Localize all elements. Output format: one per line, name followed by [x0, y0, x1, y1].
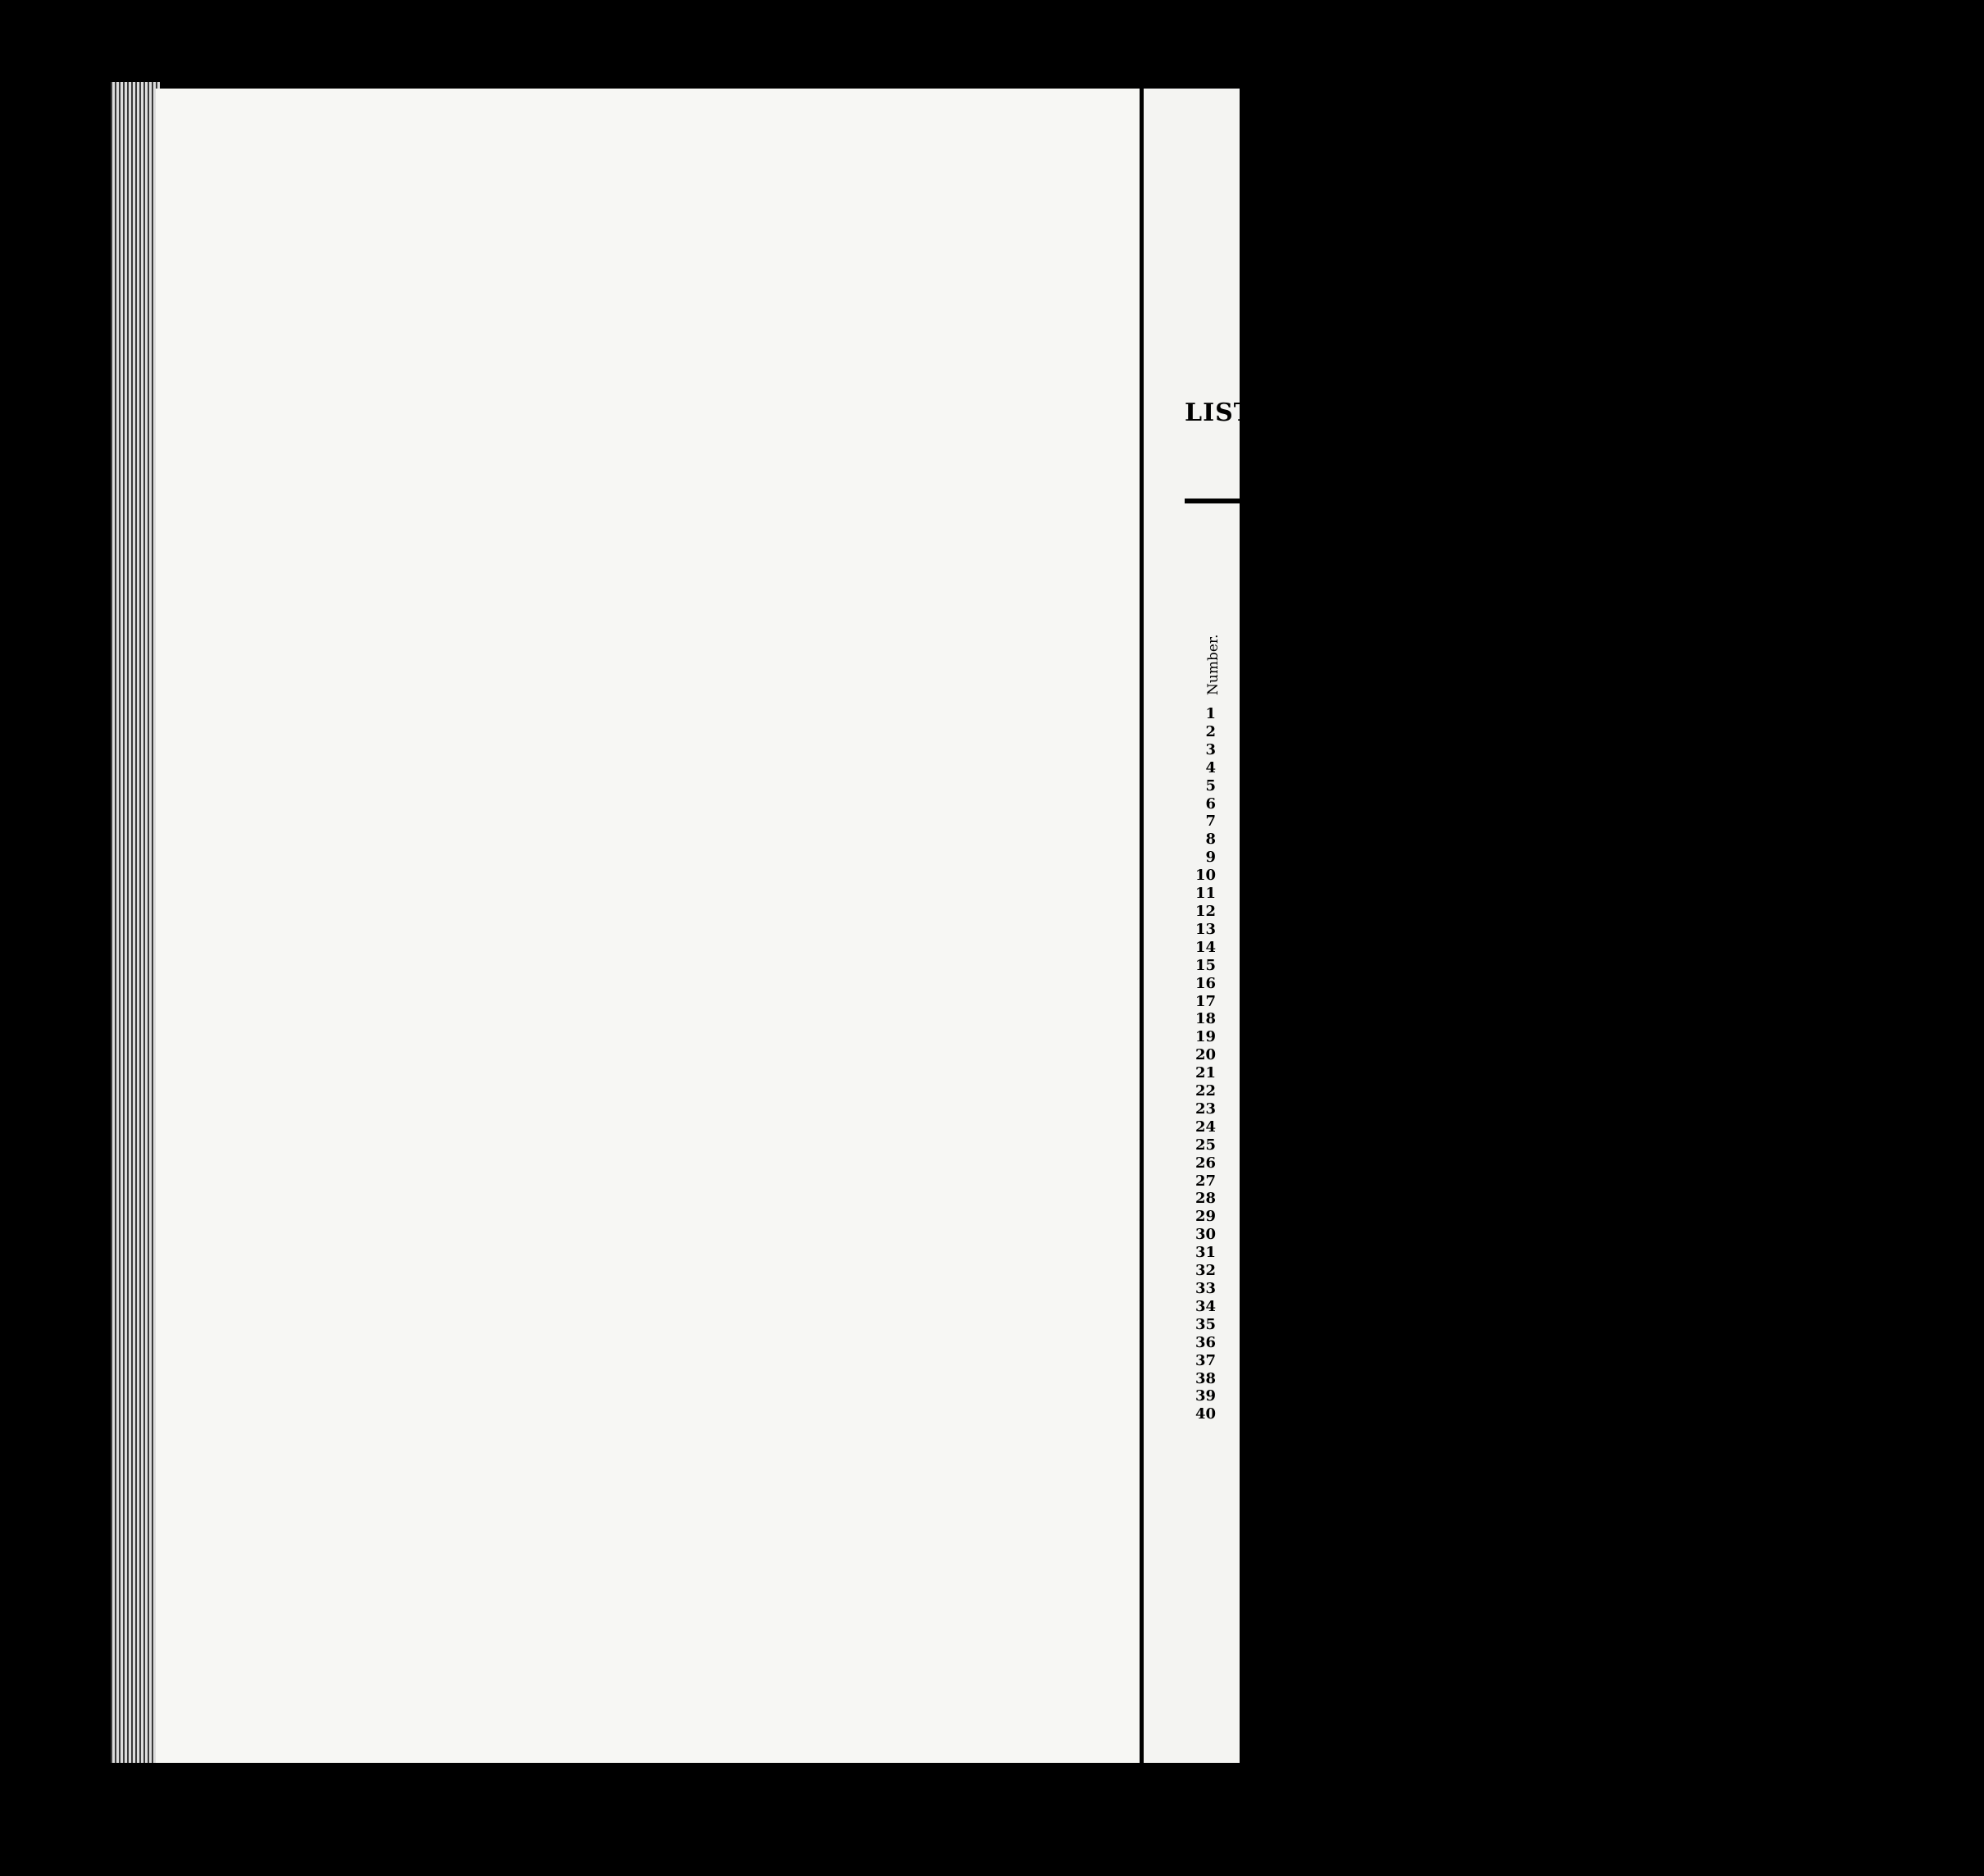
row-moorages: 5 — [1553, 892, 1567, 941]
row-downwards: 5 — [1594, 941, 1608, 990]
row-upwards: 5 — [1648, 990, 1662, 1040]
signature — [1894, 513, 1921, 958]
right-page-number: 34 — [1194, 1297, 1216, 1315]
row-residence: Notre Dame, Lévis — [1566, 1040, 1580, 1310]
row-number: 174 — [1512, 1605, 1526, 1663]
row-moorages: 2 — [1770, 892, 1784, 941]
row-downwards: 5 — [1716, 941, 1730, 990]
row-remarks — [1675, 384, 1689, 892]
row-residence: Trois-Pistoles — [1648, 1040, 1662, 1310]
right-page-number: 6 — [1205, 795, 1216, 813]
row-age: 28 — [1729, 1310, 1743, 1359]
row-number: 172 — [1485, 1605, 1499, 1663]
table-row — [1662, 384, 1676, 1663]
row-downwards: 6 — [1621, 941, 1635, 990]
row-name: Louis alias Treflé Delisle — [1648, 1359, 1662, 1605]
row-number: 186 — [1675, 1605, 1689, 1663]
row-residence: St. John, Isle of Orleans — [1471, 1040, 1485, 1310]
table-row — [1689, 384, 1703, 1663]
row-name: Jos. Eugène Lachance — [1580, 1359, 1594, 1605]
row-number: 191 — [1743, 1605, 1757, 1663]
row-name: Alexis Vésina — [1729, 1359, 1743, 1605]
right-page-number: 1 — [1205, 705, 1216, 722]
right-page-number: 2 — [1205, 722, 1216, 740]
right-page-number: 15 — [1194, 956, 1216, 974]
row-name: Jos. Frs. Xavier Bernier — [1539, 1359, 1553, 1605]
row-moorages: 5 — [1607, 892, 1621, 941]
row-upwards: 5 — [1485, 990, 1499, 1040]
row-remarks — [1471, 384, 1485, 892]
row-residence: Ste. Luce — [1716, 1040, 1730, 1310]
row-age: 27 — [1662, 1310, 1676, 1359]
row-residence: St. John, Isle of Orleans — [1689, 1040, 1703, 1310]
row-moorages: 6 — [1621, 892, 1635, 941]
page-edge — [111, 82, 160, 1763]
row-downwards: 5 — [1662, 941, 1676, 990]
row-number: 176 — [1539, 1605, 1553, 1663]
right-page-number: 27 — [1194, 1172, 1216, 1190]
right-page-number: 14 — [1194, 938, 1216, 956]
row-name: David F. Pelletier — [1526, 1359, 1540, 1605]
row-number: 188 — [1702, 1605, 1716, 1663]
row-age: 24 — [1580, 1310, 1594, 1359]
title-rest: showing the Number of Pilots for and below the Harbour of Quebec, &c.— — [1254, 594, 1281, 1464]
col-pilotages: Number of Pilotages effected. — [1313, 892, 1351, 1040]
row-downwards: 5 — [1457, 941, 1471, 990]
row-residence: do do — [1594, 1040, 1608, 1310]
row-downwards: 1 — [1512, 941, 1526, 990]
row-residence: Ste. Pétronille, Isle of Orleans — [1634, 1040, 1648, 1310]
right-page-rule — [1185, 499, 1242, 503]
row-downwards: 1 — [1784, 941, 1799, 990]
row-number: 190 — [1729, 1605, 1743, 1663]
right-page-number: 18 — [1194, 1010, 1216, 1028]
row-downwards: 5 — [1675, 941, 1689, 990]
certified-label: Certified, — [1894, 1307, 1921, 1417]
row-upwards: 5 — [1729, 990, 1743, 1040]
table-row — [1743, 384, 1757, 1663]
row-downwards: 6 — [1539, 941, 1553, 990]
row-moorages: 6 — [1457, 892, 1471, 941]
row-name: Jos. Emilie Couillard — [1457, 1359, 1471, 1605]
row-name: Jos. alias Philéas Langlois — [1689, 1359, 1703, 1605]
right-page-numbers — [1191, 705, 1216, 1423]
right-page-number: 37 — [1194, 1351, 1216, 1369]
row-residence: St. John, Isle of Orleans — [1553, 1040, 1567, 1310]
row-number: 194 — [1784, 1605, 1799, 1663]
row-residence: Quebec — [1621, 1040, 1635, 1310]
row-number: 183 — [1634, 1605, 1648, 1663]
row-remarks — [1594, 384, 1608, 892]
right-page-number: 29 — [1194, 1208, 1216, 1226]
table-row — [1784, 384, 1799, 1663]
row-upwards: 1 — [1512, 990, 1526, 1040]
row-age: 26 — [1553, 1310, 1567, 1359]
right-page-number: 40 — [1194, 1405, 1216, 1423]
table-row — [1485, 384, 1499, 1663]
row-name: Frs.-Xavier Demeule — [1553, 1359, 1567, 1605]
row-moorages: 0 — [1784, 892, 1799, 941]
right-page-number: 7 — [1205, 813, 1216, 831]
row-age: 26 — [1539, 1310, 1553, 1359]
row-remarks: Suspended from last year till the 9th Nov. — [1496, 610, 1513, 889]
row-number: 193 — [1770, 1605, 1784, 1663]
row-upwards: 5 — [1621, 990, 1635, 1040]
row-upwards: 5 — [1580, 990, 1594, 1040]
right-page-number: 38 — [1194, 1369, 1216, 1387]
row-name: Chs. Oct. Clavet — [1770, 1359, 1784, 1605]
row-name: J. E. Bonaventure Lavoie — [1716, 1359, 1730, 1605]
row-remarks — [1442, 384, 1457, 892]
row-downwards: 4 — [1634, 941, 1648, 990]
row-age: 25 — [1757, 1310, 1771, 1359]
row-remarks: Has commanded the Pilot Schooner No. 3 dur- [the whole season. — [1455, 449, 1472, 889]
row-moorages: 5 — [1566, 892, 1580, 941]
row-number: 192 — [1757, 1605, 1771, 1663]
col-moorages: Moorages. — [1351, 892, 1442, 941]
row-downwards: 5 — [1702, 941, 1716, 990]
row-name: Adjutor Baillargeon — [1743, 1359, 1757, 1605]
row-age: 24 — [1594, 1310, 1608, 1359]
row-remarks — [1662, 384, 1676, 892]
row-residence: St. Michel, Bellechasse — [1675, 1040, 1689, 1310]
row-name: Onésime Noel — [1498, 1359, 1512, 1605]
row-name: David Arthur Bouffard — [1594, 1359, 1608, 1605]
row-upwards: 5 — [1442, 990, 1457, 1040]
col-age: Age — [1313, 1310, 1442, 1359]
row-remarks — [1526, 384, 1540, 892]
right-page-number: 16 — [1194, 974, 1216, 992]
row-number: 171 — [1471, 1605, 1485, 1663]
row-age: 24 — [1770, 1310, 1784, 1359]
row-downwards: 4 — [1471, 941, 1485, 990]
row-remarks — [1539, 384, 1553, 892]
row-number: 169 — [1442, 1605, 1457, 1663]
row-remarks — [1689, 384, 1703, 892]
row-residence: Ste. Pétronille, Isle of Orleans — [1512, 1040, 1526, 1310]
row-number: 187 — [1689, 1605, 1703, 1663]
row-downwards: 3 — [1770, 941, 1784, 990]
right-page-number: 12 — [1194, 902, 1216, 920]
right-page-number: 30 — [1194, 1226, 1216, 1244]
row-downwards: 6 — [1757, 941, 1771, 990]
row-moorages: 5 — [1594, 892, 1608, 941]
row-upwards: 5 — [1634, 990, 1648, 1040]
row-downwards: 5 — [1607, 941, 1621, 990]
row-upwards: 5 — [1702, 990, 1716, 1040]
right-page-number: 22 — [1194, 1082, 1216, 1100]
row-upwards: 5 — [1553, 990, 1567, 1040]
row-age: 26 — [1442, 1310, 1457, 1359]
row-residence: Cap St. Ignace — [1662, 1040, 1676, 1310]
row-moorages: 5 — [1648, 892, 1662, 941]
row-number: 177 — [1553, 1605, 1567, 1663]
row-upwards: 5 — [1662, 990, 1676, 1040]
row-number: 178 — [1566, 1605, 1580, 1663]
row-age: 26 — [1716, 1310, 1730, 1359]
row-remarks: do do — [1727, 851, 1744, 889]
signer-role: Secretary-Treasurer. — [1894, 512, 1921, 773]
col-downwards: Downwards. — [1351, 941, 1442, 990]
row-moorages: 5 — [1634, 892, 1648, 941]
row-number: 182 — [1621, 1605, 1635, 1663]
row-age: 28 — [1485, 1310, 1499, 1359]
row-name: Chas. Pelletier — [1675, 1359, 1689, 1605]
row-residence: St. John, Isle of Orleans — [1442, 1040, 1457, 1310]
right-page-number: 36 — [1194, 1333, 1216, 1351]
row-residence: do do — [1702, 1040, 1716, 1310]
row-downwards: 4 — [1580, 941, 1594, 990]
right-page-number: 21 — [1194, 1064, 1216, 1082]
row-age: 31 — [1648, 1310, 1662, 1359]
right-page-number: 28 — [1194, 1190, 1216, 1208]
row-age: 28 — [1512, 1310, 1526, 1359]
row-upwards: 5 — [1526, 990, 1540, 1040]
right-page-number: 9 — [1205, 849, 1216, 867]
right-page-number: 5 — [1205, 776, 1216, 795]
right-page-number: 10 — [1194, 867, 1216, 885]
row-age: 32 — [1689, 1310, 1703, 1359]
row-remarks — [1566, 384, 1580, 892]
row-residence: St. Michel, Bellechasse — [1485, 1040, 1499, 1310]
rotated-content — [1246, 384, 1984, 1663]
col-number: Number. — [1313, 1605, 1442, 1663]
right-page-number: 20 — [1194, 1046, 1216, 1064]
row-number: 173 — [1498, 1605, 1512, 1663]
row-moorages: 5 — [1729, 892, 1743, 941]
right-page-number: 13 — [1194, 920, 1216, 938]
row-downwards: 5 — [1729, 941, 1743, 990]
right-page-number: 19 — [1194, 1028, 1216, 1046]
row-residence: St. Germain, Rimouski — [1607, 1040, 1621, 1310]
page-title — [1254, 384, 1281, 1663]
row-residence: Crane Island — [1729, 1040, 1743, 1310]
row-upwards: 4 — [1757, 990, 1771, 1040]
row-upwards: 5 — [1716, 990, 1730, 1040]
right-page-number: 4 — [1205, 758, 1216, 776]
table-row — [1648, 384, 1662, 1663]
right-page-number: 33 — [1194, 1280, 1216, 1297]
row-moorages: 6 — [1662, 892, 1676, 941]
row-downwards: 5 — [1485, 941, 1499, 990]
row-downwards: 5 — [1689, 941, 1703, 990]
row-age: 28 — [1566, 1310, 1580, 1359]
row-upwards: 5 — [1594, 990, 1608, 1040]
right-page-number: 31 — [1194, 1244, 1216, 1262]
row-residence: Lauzon, Lévis — [1526, 1040, 1540, 1310]
table-row — [1442, 384, 1457, 1663]
row-moorages: 5 — [1675, 892, 1689, 941]
right-page-number: 17 — [1194, 992, 1216, 1010]
right-page-number: 11 — [1194, 885, 1216, 903]
right-page-number: 8 — [1205, 831, 1216, 849]
right-page-heading: LIST — [1185, 398, 1254, 427]
signer-name: A. H VERRET, — [1894, 781, 1921, 958]
right-page-fragment — [1144, 89, 1254, 1763]
row-name: Napoléon Baillargeon — [1512, 1359, 1526, 1605]
row-moorages: 6 — [1471, 892, 1485, 941]
row-downwards: 4 — [1442, 941, 1457, 990]
row-age: 26 — [1498, 1310, 1512, 1359]
table-row — [1770, 384, 1784, 1663]
row-residence: St. Michel, Bellechasse — [1770, 1040, 1784, 1310]
row-remarks: do 14th August. — [1754, 782, 1771, 889]
right-page-number: 3 — [1205, 740, 1216, 758]
pilots-table — [1312, 384, 1800, 1663]
row-age: 28 — [1675, 1310, 1689, 1359]
row-number: 181 — [1607, 1605, 1621, 1663]
row-upwards: 5 — [1607, 990, 1621, 1040]
row-moorages: 5 — [1716, 892, 1730, 941]
row-age: 27 — [1457, 1310, 1471, 1359]
right-page-number: 25 — [1194, 1136, 1216, 1154]
row-name: Samuel Rioux — [1757, 1359, 1771, 1605]
row-moorages: 5 — [1689, 892, 1703, 941]
row-upwards: 4 — [1539, 990, 1553, 1040]
row-age: 33 — [1471, 1310, 1485, 1359]
right-page-number: 24 — [1194, 1118, 1216, 1136]
row-age: 22 — [1784, 1310, 1799, 1359]
table-row — [1716, 384, 1730, 1663]
row-name: Adelard Sansterre — [1485, 1359, 1499, 1605]
right-page-number: 23 — [1194, 1100, 1216, 1118]
row-remarks: do 8th May. — [1741, 810, 1758, 889]
row-name: Joseph Dion — [1784, 1359, 1799, 1605]
row-moorages: 2 — [1757, 892, 1771, 941]
row-residence: Green Island — [1784, 1040, 1799, 1310]
row-residence: Quebec — [1757, 1040, 1771, 1310]
row-age: 27 — [1607, 1310, 1621, 1359]
row-upwards: 5 — [1689, 990, 1703, 1040]
row-name: Louis Honoré Lapierre — [1566, 1359, 1580, 1605]
row-remarks — [1634, 384, 1648, 892]
row-remarks — [1580, 384, 1594, 892]
row-upwards: 5 — [1743, 990, 1757, 1040]
row-upwards: 5 — [1566, 990, 1580, 1040]
row-number: 189 — [1716, 1605, 1730, 1663]
row-number: 179 — [1580, 1605, 1594, 1663]
row-remarks: Licensed, 7th April. — [1713, 758, 1730, 889]
row-moorages: 5 — [1512, 892, 1526, 941]
row-moorages: 5 — [1702, 892, 1716, 941]
right-page-number-label: Number. — [1205, 634, 1222, 695]
row-upwards: 5 — [1471, 990, 1485, 1040]
row-name: Jean Théophile St. Laurent — [1607, 1359, 1621, 1605]
row-downwards: 5 — [1553, 941, 1567, 990]
right-page-number: 26 — [1194, 1154, 1216, 1172]
right-page-number: 32 — [1194, 1262, 1216, 1280]
row-name: Alfred Turgeon — [1442, 1359, 1457, 1605]
row-age: 26 — [1634, 1310, 1648, 1359]
row-moorages: 5 — [1442, 892, 1457, 941]
row-moorages: 5 — [1743, 892, 1757, 941]
row-downwards: 4 — [1566, 941, 1580, 990]
col-upwards: Upwards. — [1351, 990, 1442, 1040]
col-remarks: Casualties and Remarks. — [1313, 384, 1442, 892]
row-age: 24 — [1743, 1310, 1757, 1359]
row-name: Nazaire Delisle — [1702, 1359, 1716, 1605]
title-continued: Continued. — [1254, 453, 1281, 595]
row-residence: Ste. Pétronille, Isle of Orleans — [1743, 1040, 1757, 1310]
right-page-number: 39 — [1194, 1387, 1216, 1405]
row-residence: St. John, Isle of Orleans — [1498, 1040, 1512, 1310]
row-name: Jean-Bte. Couillard — [1662, 1359, 1676, 1605]
row-moorages: 5 — [1580, 892, 1594, 941]
row-moorages: 6 — [1485, 892, 1499, 941]
row-upwards: 5 — [1675, 990, 1689, 1040]
row-remarks — [1784, 384, 1799, 892]
row-age: 26 — [1526, 1310, 1540, 1359]
row-age: 29 — [1702, 1310, 1716, 1359]
row-name: Jos. Victor Gourdeau — [1634, 1359, 1648, 1605]
row-name: Louis Albert Boyer — [1471, 1359, 1485, 1605]
row-remarks — [1512, 384, 1526, 892]
row-upwards: 2 — [1770, 990, 1784, 1040]
row-number: 184 — [1648, 1605, 1662, 1663]
row-residence: St. John, Isle of Orleans — [1580, 1040, 1594, 1310]
row-number: 170 — [1457, 1605, 1471, 1663]
row-remarks — [1621, 384, 1635, 892]
title-lead: Statement — [1254, 1471, 1281, 1594]
row-number: 185 — [1662, 1605, 1676, 1663]
table-row — [1757, 384, 1771, 1663]
row-number: 175 — [1526, 1605, 1540, 1663]
row-age: 26 — [1621, 1310, 1635, 1359]
row-moorages: 5 — [1526, 892, 1540, 941]
row-moorages: 0 — [1498, 892, 1512, 941]
row-moorages: 6 — [1539, 892, 1553, 941]
row-upwards: 5 — [1457, 990, 1471, 1040]
row-remarks — [1648, 384, 1662, 892]
row-downwards: 5 — [1648, 941, 1662, 990]
row-remarks — [1553, 384, 1567, 892]
row-residence: L'Islet — [1539, 1040, 1553, 1310]
row-upwards: 0 — [1784, 990, 1799, 1040]
col-residence: Residence. — [1313, 1040, 1442, 1310]
right-page-number: 35 — [1194, 1315, 1216, 1333]
row-name: Jacques George Dugas — [1621, 1359, 1635, 1605]
row-downwards: 7 — [1526, 941, 1540, 990]
row-downwards: 5 — [1743, 941, 1757, 990]
row-residence: Quebec — [1457, 1040, 1471, 1310]
row-number: 180 — [1594, 1605, 1608, 1663]
col-names: Names. — [1313, 1359, 1442, 1605]
row-remarks: do 23rd October. — [1768, 776, 1785, 889]
table-body — [1442, 384, 1799, 1663]
row-remarks — [1607, 384, 1621, 892]
